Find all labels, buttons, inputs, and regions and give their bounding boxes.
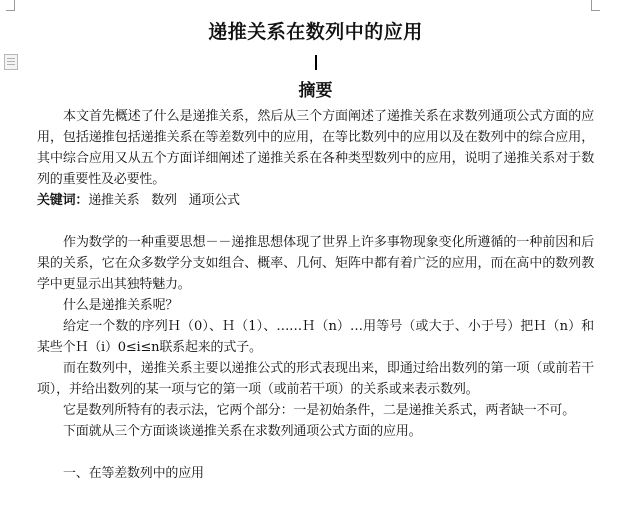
body-paragraph: 而在数列中，递推关系主要以递推公式的形式表现出来，即通过给出数列的第一项（或前若干项），并给出数列的某一项与它的第一项（或前若干项）的关系或来表示数列。 bbox=[37, 361, 594, 397]
text-cursor bbox=[315, 55, 317, 70]
document-title: 递推关系在数列中的应用 bbox=[208, 21, 423, 43]
body-paragraph: 什么是递推关系呢？ bbox=[63, 298, 179, 313]
keywords-line bbox=[37, 190, 594, 211]
document-page[interactable] bbox=[37, 18, 594, 484]
body-paragraph: 给定一个数的序列Ｈ（0）、Ｈ（1）、……Ｈ（n）…用等号（或大于、小于号）把Ｈ（n）和某些个Ｈ（i）0≤i≤n联系起来的式子。 bbox=[37, 319, 594, 355]
section-heading: 一、在等差数列中的应用 bbox=[63, 466, 204, 481]
margin-corner-top-left bbox=[6, 0, 15, 11]
keywords-label: 关键词： bbox=[37, 193, 89, 208]
abstract-heading: 摘要 bbox=[298, 81, 333, 101]
margin-corner-top-right bbox=[591, 0, 600, 11]
blank-line bbox=[37, 211, 594, 232]
keywords-text: 递推关系 数列 通项公式 bbox=[88, 193, 240, 208]
body-paragraph: 下面就从三个方面谈谈递推关系在求数列通项公式方面的应用。 bbox=[63, 424, 422, 439]
document-map-icon[interactable] bbox=[4, 54, 18, 70]
body-paragraph: 它是数列所特有的表示法，它两个部分：一是初始条件，二是递推关系式，两者缺一不可。 bbox=[63, 403, 576, 418]
blank-line bbox=[37, 442, 594, 463]
body-paragraph: 作为数学的一种重要思想－－递推思想体现了世界上许多事物现象变化所遵循的一种前因和后果的关系，它在众多数学分支如组合、概率、几何、矩阵中都有着广泛的应用，而在高中的数列教学中更显示出其独特魅力。 bbox=[37, 235, 594, 292]
abstract-paragraph: 本文首先概述了什么是递推关系，然后从三个方面阐述了递推关系在求数列通项公式方面的应用，包括递推包括递推关系在等差数列中的应用，在等比数列中的应用以及在数列中的综合应用，其中综合应用又从五个方面详细阐述了递推关系在各种类型数列中的应用，说明了递推关系对于数列的重要性及必要性。 bbox=[37, 109, 594, 187]
